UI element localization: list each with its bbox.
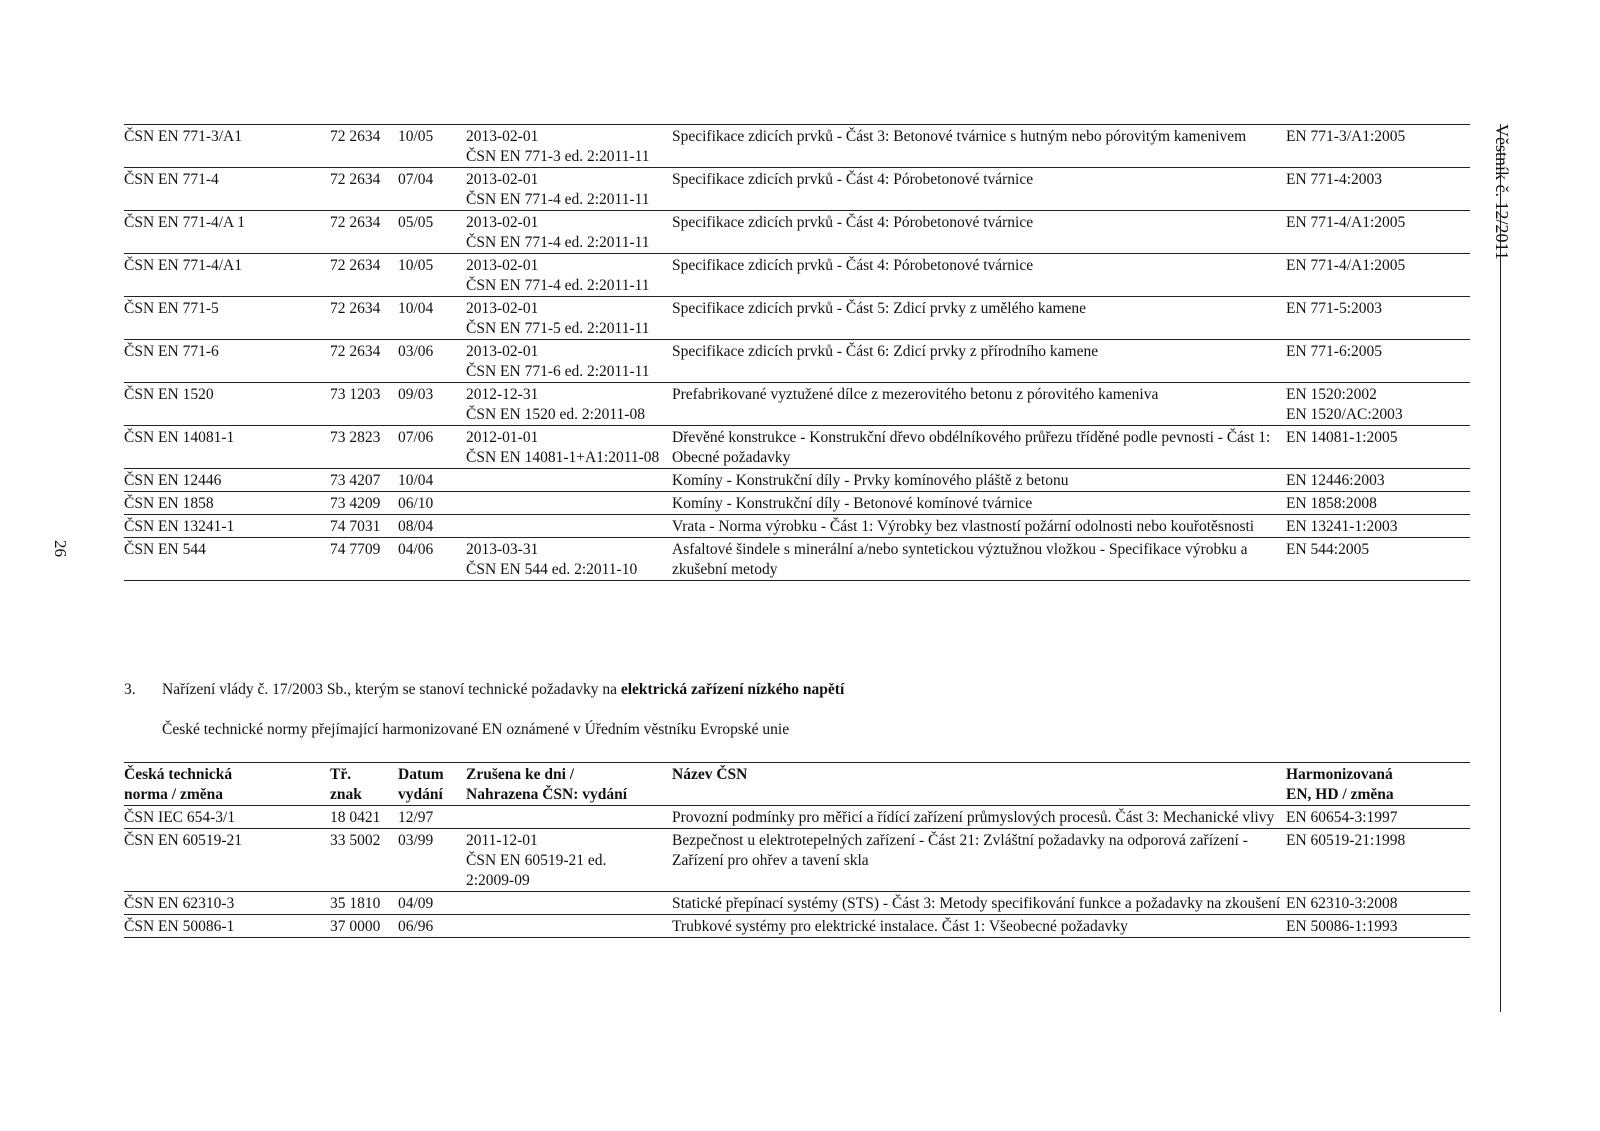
table-row (124, 892, 1470, 915)
bulletin-side-title: Věstník č. 12/2011 (1492, 124, 1512, 260)
cell-norma: ČSN EN 13241-1 (124, 518, 235, 535)
cell-trida: 73 1203 (330, 386, 381, 403)
table-header-row (124, 763, 1470, 806)
cell-nazev: Komíny - Konstrukční díly - Betonové komínové tvárnice (672, 495, 1033, 512)
cell-trida: 72 2634 (330, 257, 381, 274)
cell-datum: 10/04 (398, 300, 434, 317)
cell-trida: 72 2634 (330, 343, 381, 360)
cell-nazev: Provozní podmínky pro měřicí a řídící zařízení průmyslových procesů. Část 3: Mechanické vlivy (672, 809, 1275, 826)
cell-datum: 10/05 (398, 128, 434, 145)
cell-norma: ČSN EN 771-5 (124, 300, 219, 317)
cell-norma: ČSN EN 544 (124, 541, 206, 558)
table-row (124, 125, 1470, 168)
section-number: 3. (124, 681, 136, 698)
cell-zrusena (466, 915, 672, 938)
cell-trida: 37 0000 (330, 918, 381, 935)
cell-harmonizovana: EN 50086-1:1993 (1286, 918, 1398, 935)
cell-nazev: Specifikace zdicích prvků - Část 4: Pórobetonové tvárnice (672, 171, 1034, 188)
header-norma: Česká technická norma / změna (124, 766, 233, 803)
cell-norma: ČSN EN 12446 (124, 472, 222, 489)
cell-norma: ČSN EN 771-4 (124, 171, 219, 188)
table-row (124, 806, 1470, 829)
cell-harmonizovana: EN 771-4/A1:2005 (1286, 214, 1406, 231)
cell-datum: 03/99 (398, 832, 434, 849)
table-row (124, 538, 1470, 581)
cell-harmonizovana: EN 771-3/A1:2005 (1286, 128, 1406, 145)
table-row (124, 492, 1470, 515)
cell-harmonizovana: EN 62310-3:2008 (1286, 895, 1398, 912)
cell-zrusena (466, 492, 672, 515)
cell-trida: 74 7031 (330, 518, 381, 535)
section-text: Nařízení vlády č. 17/2003 Sb., kterým se stanoví technické požadavky na elektrická zařízení nízkého napětí (162, 681, 845, 698)
cell-trida: 74 7709 (330, 541, 381, 558)
cell-datum: 08/04 (398, 518, 434, 535)
header-zrusena: Zrušena ke dni / Nahrazena ČSN: vydání (466, 766, 628, 803)
table-row (124, 254, 1470, 297)
cell-nazev: Specifikace zdicích prvků - Část 6: Zdicí prvky z přírodního kamene (672, 343, 1099, 360)
cell-norma: ČSN IEC 654-3/1 (124, 809, 236, 826)
cell-trida: 33 5002 (330, 832, 381, 849)
cell-norma: ČSN EN 1858 (124, 495, 214, 512)
cell-norma: ČSN EN 62310-3 (124, 895, 235, 912)
cell-trida: 72 2634 (330, 300, 381, 317)
cell-datum: 06/96 (398, 918, 434, 935)
cell-nazev: Bezpečnost u elektrotepelných zařízení - Část 21: Zvláštní požadavky na odporová zařízení - Zařízení pro ohřev a tavení skla (672, 832, 1248, 869)
cell-nazev: Dřevěné konstrukce - Konstrukční dřevo obdélníkového průřezu tříděné podle pevnosti - Část 1: Obecné požadavky (672, 429, 1271, 466)
cell-zrusena: 2012-01-01 ČSN EN 14081-1+A1:2011-08 (466, 429, 660, 466)
cell-trida: 18 0421 (330, 809, 381, 826)
cell-trida: 35 1810 (330, 895, 381, 912)
cell-nazev: Vrata - Norma výrobku - Část 1: Výrobky bez vlastností požární odolnosti nebo kouřotěsnosti (672, 518, 1255, 535)
cell-zrusena: 2013-02-01 ČSN EN 771-6 ed. 2:2011-11 (466, 343, 650, 380)
cell-zrusena (466, 806, 672, 829)
cell-nazev: Specifikace zdicích prvků - Část 4: Pórobetonové tvárnice (672, 257, 1034, 274)
cell-norma: ČSN EN 771-4/A 1 (124, 214, 245, 231)
cell-datum: 04/06 (398, 541, 434, 558)
cell-trida: 73 4207 (330, 472, 381, 489)
table-row (124, 915, 1470, 938)
cell-nazev: Trubkové systémy pro elektrické instalace. Část 1: Všeobecné požadavky (672, 918, 1128, 935)
cell-norma: ČSN EN 50086-1 (124, 918, 235, 935)
cell-harmonizovana: EN 771-4/A1:2005 (1286, 257, 1406, 274)
table-row (124, 829, 1470, 892)
cell-zrusena (466, 469, 672, 492)
cell-harmonizovana: EN 771-4:2003 (1286, 171, 1383, 188)
cell-datum: 05/05 (398, 214, 434, 231)
cell-nazev: Prefabrikované vyztužené dílce z mezerovitého betonu z pórovitého kameniva (672, 386, 1159, 403)
cell-harmonizovana: EN 60654-3:1997 (1286, 809, 1398, 826)
cell-nazev: Komíny - Konstrukční díly - Prvky komínového pláště z betonu (672, 472, 1069, 489)
cell-datum: 09/03 (398, 386, 434, 403)
cell-harmonizovana: EN 771-6:2005 (1286, 343, 1383, 360)
cell-nazev: Specifikace zdicích prvků - Část 5: Zdicí prvky z umělého kamene (672, 300, 1087, 317)
cell-zrusena: 2013-02-01 ČSN EN 771-4 ed. 2:2011-11 (466, 171, 650, 208)
cell-nazev: Specifikace zdicích prvků - Část 4: Pórobetonové tvárnice (672, 214, 1034, 231)
cell-datum: 07/06 (398, 429, 434, 446)
header-nazev: Název ČSN (672, 766, 748, 783)
cell-trida: 72 2634 (330, 171, 381, 188)
cell-norma: ČSN EN 771-6 (124, 343, 219, 360)
cell-harmonizovana: EN 1858:2008 (1286, 495, 1377, 512)
cell-norma: ČSN EN 771-4/A1 (124, 257, 242, 274)
cell-harmonizovana: EN 60519-21:1998 (1286, 832, 1406, 849)
section-emphasis: elektrická zařízení nízkého napětí (620, 681, 845, 698)
cell-harmonizovana: EN 544:2005 (1286, 541, 1370, 558)
cell-datum: 07/04 (398, 171, 434, 188)
cell-zrusena: 2013-02-01 ČSN EN 771-4 ed. 2:2011-11 (466, 214, 650, 251)
cell-trida: 73 4209 (330, 495, 381, 512)
cell-zrusena: 2012-12-31 ČSN EN 1520 ed. 2:2011-08 (466, 386, 645, 423)
cell-nazev: Asfaltové šindele s minerální a/nebo syntetickou výztužnou vložkou - Specifikace výrobku a zkušební metody (672, 541, 1248, 578)
cell-harmonizovana: EN 771-5:2003 (1286, 300, 1383, 317)
cell-trida: 73 2823 (330, 429, 381, 446)
cell-trida: 72 2634 (330, 128, 381, 145)
cell-datum: 10/05 (398, 257, 434, 274)
cell-trida: 72 2634 (330, 214, 381, 231)
cell-zrusena (466, 892, 672, 915)
table-row (124, 211, 1470, 254)
cell-datum: 04/09 (398, 895, 434, 912)
table-row (124, 297, 1470, 340)
cell-datum: 06/10 (398, 495, 434, 512)
margin-rule (1500, 124, 1501, 1012)
cell-harmonizovana: EN 1520:2002 EN 1520/AC:2003 (1286, 386, 1403, 423)
cell-zrusena: 2013-02-01 ČSN EN 771-4 ed. 2:2011-11 (466, 257, 650, 294)
cell-harmonizovana: EN 14081-1:2005 (1286, 429, 1398, 446)
table-row (124, 426, 1470, 469)
header-trida: Tř. znak (330, 766, 362, 803)
cell-norma: ČSN EN 14081-1 (124, 429, 235, 446)
section-subtitle: České technické normy přejímající harmonizované EN oznámené v Úředním věstníku Evropské unie (162, 721, 790, 738)
table-row (124, 383, 1470, 426)
cell-norma: ČSN EN 771-3/A1 (124, 128, 242, 145)
standards-table-1 (124, 124, 1470, 581)
cell-zrusena: 2013-02-01 ČSN EN 771-5 ed. 2:2011-11 (466, 300, 650, 337)
cell-zrusena: 2013-02-01 ČSN EN 771-3 ed. 2:2011-11 (466, 128, 650, 165)
cell-harmonizovana: EN 13241-1:2003 (1286, 518, 1398, 535)
table-row (124, 340, 1470, 383)
cell-datum: 10/04 (398, 472, 434, 489)
cell-norma: ČSN EN 60519-21 (124, 832, 242, 849)
page-number: 26 (51, 540, 70, 557)
cell-zrusena (466, 515, 672, 538)
cell-nazev: Statické přepínací systémy (STS) - Část 3: Metody specifikování funkce a požadavky na zkoušení (672, 895, 1281, 912)
cell-datum: 03/06 (398, 343, 434, 360)
cell-harmonizovana: EN 12446:2003 (1286, 472, 1385, 489)
cell-nazev: Specifikace zdicích prvků - Část 3: Betonové tvárnice s hutným nebo pórovitým kamenivem (672, 128, 1247, 145)
cell-norma: ČSN EN 1520 (124, 386, 214, 403)
cell-zrusena: 2013-03-31 ČSN EN 544 ed. 2:2011-10 (466, 541, 638, 578)
header-datum: Datum vydání (398, 766, 444, 803)
standards-table-2 (124, 762, 1470, 938)
table-row (124, 515, 1470, 538)
header-harmonizovana: Harmonizovaná EN, HD / změna (1286, 766, 1394, 803)
table-row (124, 168, 1470, 211)
cell-zrusena: 2011-12-01 ČSN EN 60519-21 ed. 2:2009-09 (466, 832, 607, 889)
cell-datum: 12/97 (398, 809, 434, 826)
table-row (124, 469, 1470, 492)
